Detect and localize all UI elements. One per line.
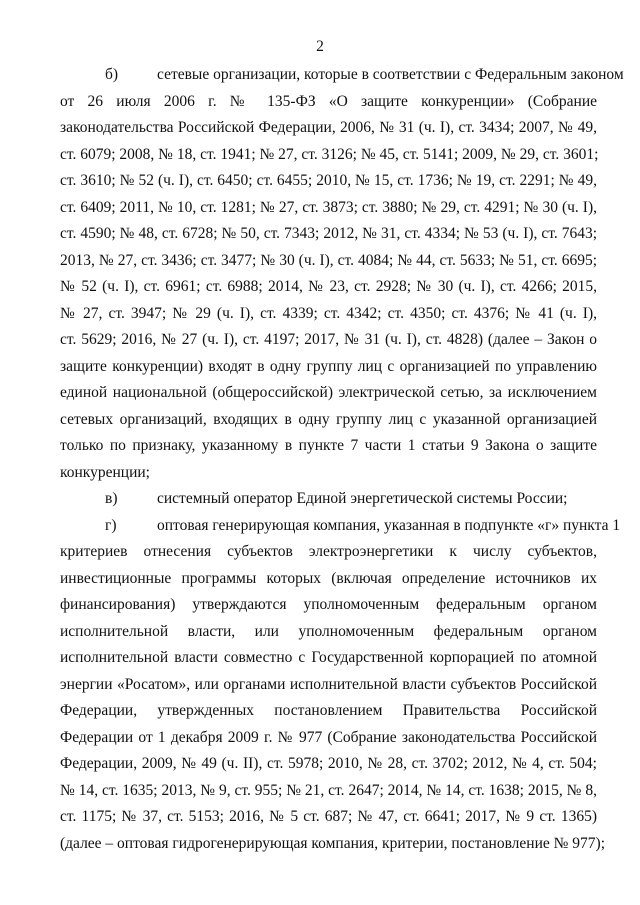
line-text: критериев отнесения субъектов электроэнергетики к числу субъектов, bbox=[60, 543, 597, 560]
line-text: сетевых организаций, входящих в одну группу лиц с указанной организацией bbox=[60, 410, 597, 428]
line-text: ст. 3610; № 52 (ч. I), ст. 6450; ст. 6455; 2010, № 15, ст. 1736; № 19, ст. 2291; № 49, bbox=[60, 172, 597, 189]
line-text: законодательства Российской Федерации, 2006, № 31 (ч. I), ст. 3434; 2007, № 49, bbox=[60, 119, 597, 136]
text-line bbox=[60, 460, 597, 487]
text-line bbox=[60, 751, 597, 778]
text-line bbox=[60, 195, 597, 222]
text-line bbox=[60, 831, 606, 858]
text-line bbox=[60, 221, 597, 248]
line-text: ст. 6079; 2008, № 18, ст. 1941; № 27, ст. 3126; № 45, ст. 5141; 2009, № 29, ст. 3601; bbox=[60, 145, 599, 163]
line-text: от 26 июля 2006 г. № 135-ФЗ «О защите конкуренции» (Собрание bbox=[60, 92, 597, 110]
text-line bbox=[60, 168, 597, 195]
line-text: ст. 4590; № 48, ст. 6728; № 50, ст. 7343; 2012, № 31, ст. 4334; № 53 (ч. I), ст. 7643; bbox=[60, 225, 597, 242]
text-line bbox=[60, 672, 597, 699]
text-line bbox=[60, 539, 597, 566]
line-text: инвестиционные программы которых (включая определение источников их bbox=[60, 569, 597, 587]
line-text: финансирования) утверждаются уполномоченным федеральным органом bbox=[60, 596, 597, 613]
line-text: системный оператор Единой энергетической системы России; bbox=[157, 490, 568, 507]
line-text: № 52 (ч. I), ст. 6961; ст. 6988; 2014, № 23, ст. 2928; № 30 (ч. I), ст. 4266; 2015, bbox=[60, 278, 597, 295]
line-text: ст. 6409; 2011, № 10, ст. 1281; № 27, ст. 3873; ст. 3880; № 29, ст. 4291; № 30 (ч. I), bbox=[60, 198, 597, 216]
line-text: Федерации, утвержденных постановлением Правительства Российской bbox=[60, 702, 597, 719]
text-line bbox=[60, 513, 621, 540]
text-line bbox=[60, 380, 597, 407]
line-text: № 14, ст. 1635; 2013, № 9, ст. 955; № 21, ст. 2647; 2014, № 14, ст. 1638; 2015, № 8, bbox=[60, 781, 597, 799]
line-text: ст. 1175; № 37, ст. 5153; 2016, № 5 ст. 687; № 47, ст. 6641; 2017, № 9 ст. 1365) bbox=[60, 808, 597, 825]
line-text: ст. 5629; 2016, № 27 (ч. I), ст. 4197; 2017, № 31 (ч. I), ст. 4828) (далее – Закон о bbox=[60, 331, 597, 348]
line-text: оптовая генерирующая компания, указанная в подпункте «г» пункта 1 bbox=[157, 516, 621, 534]
line-text: исполнительной власти, или уполномоченным федеральным органом bbox=[60, 622, 597, 640]
line-text: единой национальной (общероссийской) электрической сетью, за исключением bbox=[60, 384, 597, 401]
text-line bbox=[60, 486, 597, 513]
line-text: (далее – оптовая гидрогенерирующая компания, критерии, постановление № 977); bbox=[60, 834, 606, 852]
line-text: конкуренции; bbox=[60, 463, 150, 481]
line-text: Федерации, 2009, № 49 (ч. II), ст. 5978; 2010, № 28, ст. 3702; 2012, № 4, ст. 504; bbox=[60, 755, 597, 772]
line-text: Федерации от 1 декабря 2009 г. № 977 (Собрание законодательства Российской bbox=[60, 728, 597, 746]
page-number: 2 bbox=[316, 38, 324, 55]
line-text: № 27, ст. 3947; № 29 (ч. I), ст. 4339; ст. 4342; ст. 4350; ст. 4376; № 41 (ч. I), bbox=[60, 304, 597, 322]
text-line bbox=[60, 407, 597, 434]
list-marker: б) bbox=[105, 66, 119, 83]
text-line bbox=[60, 89, 597, 116]
text-line bbox=[60, 645, 597, 672]
text-line bbox=[60, 248, 597, 275]
text-line bbox=[60, 698, 597, 725]
text-line bbox=[60, 327, 597, 354]
line-text: энергии «Росатом», или органами исполнительной власти субъектов Российской bbox=[60, 675, 597, 693]
text-line bbox=[60, 725, 597, 752]
text-line bbox=[60, 142, 597, 169]
text-line bbox=[60, 62, 624, 89]
text-line bbox=[60, 354, 597, 381]
text-line bbox=[60, 804, 597, 831]
list-marker: г) bbox=[105, 516, 117, 534]
line-text: исполнительной власти совместно с Государственной корпорацией по атомной bbox=[60, 649, 597, 666]
text-line bbox=[60, 301, 597, 328]
text-line bbox=[60, 566, 597, 593]
text-line bbox=[60, 433, 597, 460]
line-text: защите конкуренции) входят в одну группу лиц с организацией по управлению bbox=[60, 357, 597, 375]
line-text: только по признаку, указанному в пункте 7 части 1 статьи 9 Закона о защите bbox=[60, 437, 597, 454]
line-text: 2013, № 27, ст. 3436; ст. 3477; № 30 (ч. I), ст. 4084; № 44, ст. 5633; № 51, ст. 6695; bbox=[60, 251, 597, 269]
text-line bbox=[60, 115, 597, 142]
document-body bbox=[60, 62, 624, 857]
list-marker: в) bbox=[105, 490, 118, 507]
text-line bbox=[60, 274, 597, 301]
text-line bbox=[60, 619, 597, 646]
line-text: сетевые организации, которые в соответствии с Федеральным законом bbox=[157, 66, 624, 83]
text-line bbox=[60, 592, 597, 619]
text-line bbox=[60, 778, 597, 805]
